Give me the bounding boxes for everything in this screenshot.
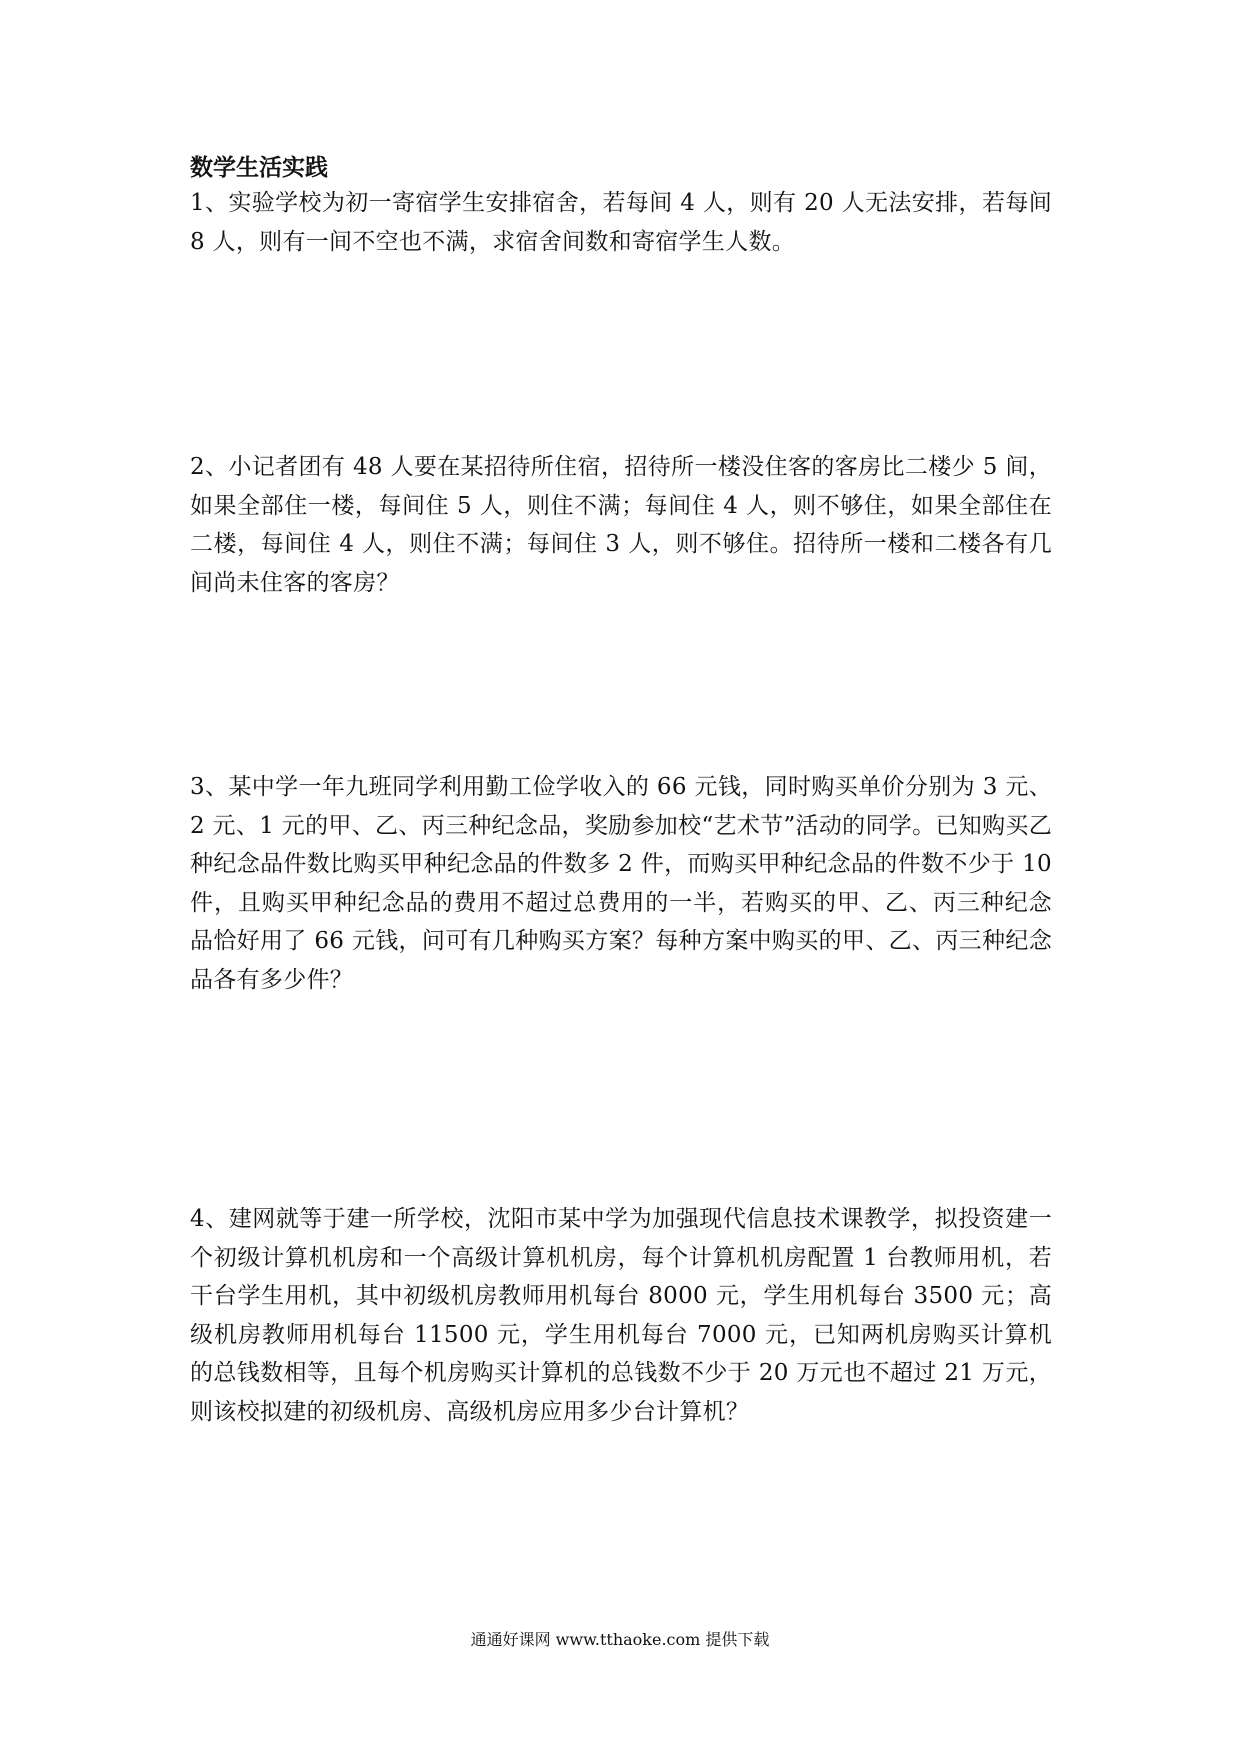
problem-2: 2、小记者团有 48 人要在某招待所住宿，招待所一楼没住客的客房比二楼少 5 间，如果全部住一楼，每间住 5 人，则住不满；每间住 4 人，则不够住，如果全部住在二楼，每间住 4 人，则住不满；每间住 3 人，则不够住。招待所一楼和二楼各有几间尚未住客的客房？ (190, 454, 1052, 596)
problem-1: 1、实验学校为初一寄宿学生安排宿舍，若每间 4 人，则有 20 人无法安排，若每间 8 人，则有一间不空也不满，求宿舍间数和寄宿学生人数。 (190, 190, 1052, 255)
problem-3: 3、某中学一年九班同学利用勤工俭学收入的 66 元钱，同时购买单价分别为 3 元、2 元、1 元的甲、乙、丙三种纪念品，奖励参加校“艺术节”活动的同学。已知购买乙种纪念品件数比购买甲种纪念品的件数多 2 件，而购买甲种纪念品的件数不少于 10 件，且购买甲种纪念品的费用不超过总费用的一半，若购买的甲、乙、丙三种纪念品恰好用了 66 元钱，问可有几种购买方案？每种方案中购买的甲、乙、丙三种纪念品各有多少件？ (190, 774, 1052, 993)
page-footer: 通通好课网 www.tthaoke.com 提供下载 (470, 1630, 770, 1649)
problem-4: 4、建网就等于建一所学校，沈阳市某中学为加强现代信息技术课教学，拟投资建一个初级计算机机房和一个高级计算机机房，每个计算机机房配置 1 台教师用机，若干台学生用机，其中初级机房教师用机每台 8000 元，学生用机每台 3500 元；高级机房教师用机每台 11500 元，学生用机每台 7000 元，已知两机房购买计算机的总钱数相等，且每个机房购买计算机的总钱数不少于 20 万元也不超过 21 万元，则该校拟建的初级机房、高级机房应用多少台计算机？ (190, 1206, 1052, 1425)
page-title: 数学生活实践 (190, 154, 328, 181)
